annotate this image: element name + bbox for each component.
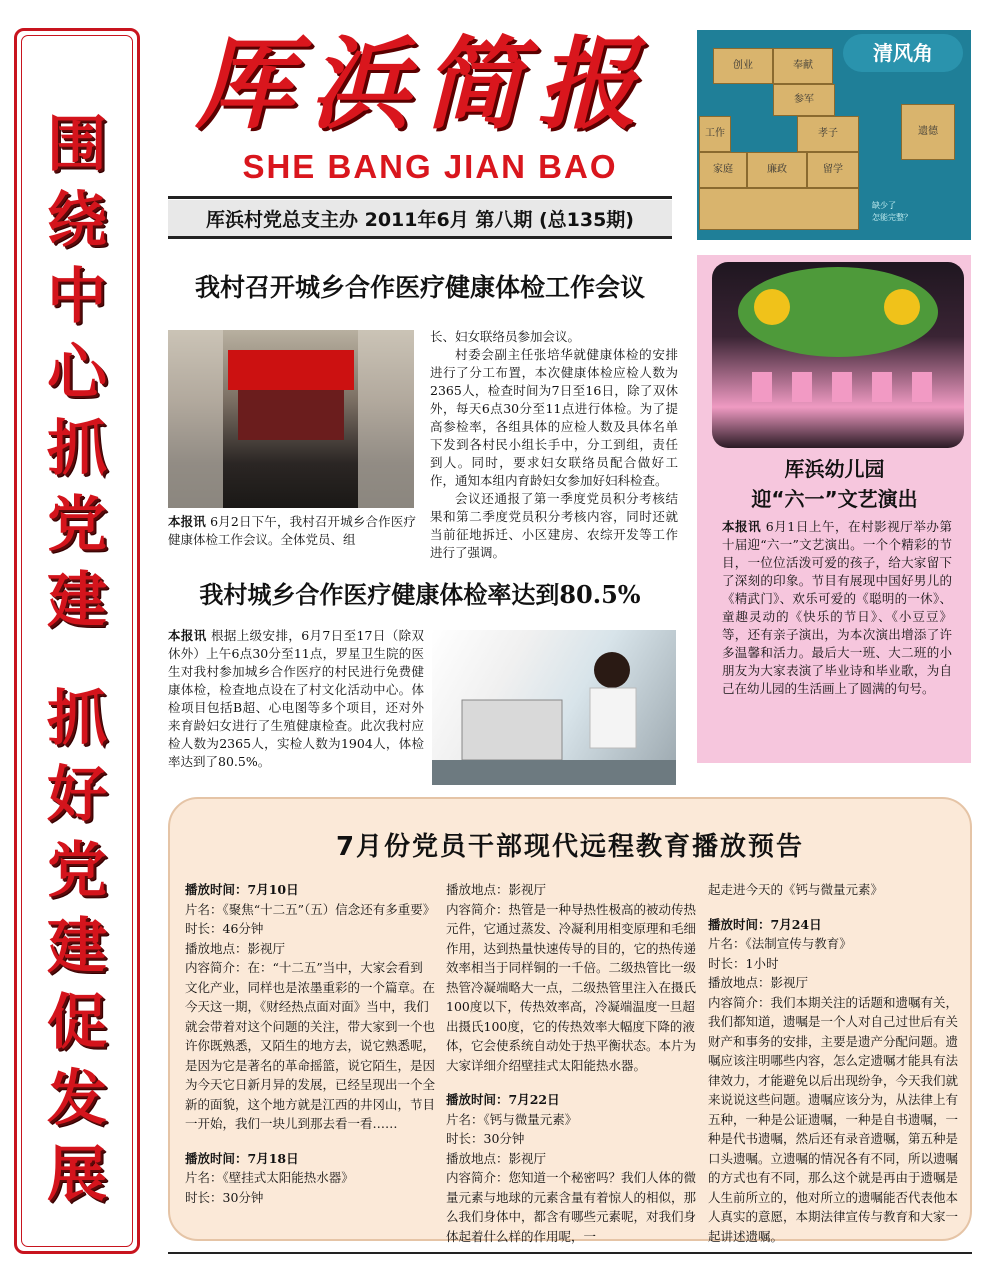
schedule-film: 片名：《聚焦“十二五”（五）信念还有多重要》 (185, 901, 436, 917)
article2-kicker: 本报讯 (168, 628, 207, 643)
article1-continued: 长、妇女联络员参加会议。 (430, 329, 581, 344)
ultrasound-machine-shape (462, 700, 562, 760)
ad-caption-line: 缺少了 (872, 201, 896, 210)
masthead-title: 厍浜简报 (195, 25, 651, 143)
slogan-char: 建 (47, 912, 107, 982)
schedule-intro: 内容简介：我们本期关注的话题和遗嘱有关，我们都知道，遗嘱是一个人对自己过世后有关财产和事务的安排，主要是遗产分配问题。遗嘱应该注明哪些内容，怎么定遗嘱才能具有法律效力，才能避免以后出现纷争，今天我们就来说说这些问题。遗嘱应该分为，从法律上有五种，一种是公证遗嘱，一种是自书遗嘱，一种是代书遗嘱，然后还有录音遗嘱，第五种是口头遗嘱。立遗嘱的情况各有不同，所以遗嘱的方式也有不同，那么这个就是再由于遗嘱是人生前所立的，他对所立的遗嘱能否代表他本人真实的意愿，本期法律宣传与教育和大家一起讲述遗嘱。 (708, 994, 959, 1244)
article2-text: 根据上级安排，6月7日至17日（除双休外）上午6点30分至11点，罗星卫生院的医生对我村参加城乡合作医疗的村民进行免费健康体检，检查地点设在了村文化活动中心。体检项目包括B超、心电图等多个项目，还对外来育龄妇女进行了生殖健康检查。此次我村应检人数为2365人，实检人数为1904人，体检率达到了80.5%。 (168, 628, 424, 769)
stage-banner-shape (228, 350, 354, 390)
dancer-shape (752, 372, 772, 402)
slogan-char: 建 (47, 566, 107, 636)
kindergarten-illustration (712, 262, 964, 448)
floor-shape (432, 760, 676, 785)
dancer-shape (832, 372, 852, 402)
article1-paragraph: 村委会副主任张培华就健康体检的安排进行了分工布置，本次健康体检应检人数为2365人，检查时间为7日至16日，除了双休外，每天6点30分至11点进行体检。为了提高参检率，各组具体的应检人数及具体名单下发到各村民小组长手中，分工到组，责任到人。同时，要求妇女联络员配合做好工作，通知本组内育龄妇女参加好妇科检查。 (430, 347, 678, 488)
schedule-time: 播放时间：7月10日 (185, 882, 299, 897)
schedule-duration: 时长：1小时 (708, 955, 779, 971)
puzzle-piece: 孝子 (797, 116, 859, 152)
schedule-place: 播放地点：影视厅 (446, 1150, 547, 1166)
slogan-char: 抓 (47, 414, 107, 484)
schedule-duration: 时长：30分钟 (185, 1189, 264, 1205)
puzzle-piece: 创业 (713, 48, 773, 84)
article1-lead-text: 6月2日下午，我村召开城乡合作医疗健康体检工作会议。全体党员、组 (168, 514, 416, 547)
ad-caption-line: 怎能完整？ (872, 213, 912, 222)
dancer-shape (912, 372, 932, 402)
masthead-divider (168, 196, 672, 199)
puzzle-gap (727, 84, 773, 116)
schedule-film: 片名：《壁挂式太阳能热水器》 (185, 1170, 354, 1185)
schedule-intro: 内容简介：热管是一种导热性极高的被动传热元件，它通过蒸发、冷凝利用相变原理和毛细作用，达到热量快速传导的目的，它的热传递效率相当于同样铜的一千倍。二级热管比一级热管冷凝端略大一点，二级热管里注入在摄氏100度以下，传热效率高，冷凝端温度一旦超出摄氏100度，它的传热效率大幅度下降的液体，它会使系统自动处于热平衡状态。本片为大家详细介绍壁挂式太阳能热水器。 (446, 901, 697, 1073)
article2-body (168, 627, 424, 771)
slogan-char: 促 (47, 988, 107, 1058)
puzzle-piece: 奉献 (773, 48, 833, 84)
article1-body (430, 328, 678, 562)
masthead-pinyin: SHE BANG JIAN BAO (242, 148, 618, 185)
schedule-duration: 时长：46分钟 (185, 921, 264, 936)
issue-info: 厍浜村党总支主办 2011年6月 第八期 (总135期) (206, 209, 634, 231)
slogan-lower (17, 681, 137, 1213)
article1-headline: 我村召开城乡合作医疗健康体检工作会议 (194, 273, 645, 302)
dancer-shape (792, 372, 812, 402)
schedule-column-2 (446, 880, 696, 1246)
schedule-time: 播放时间：7月18日 (185, 1150, 299, 1166)
slogan-char: 抓 (47, 684, 107, 754)
slogan-char: 好 (47, 760, 107, 830)
slogan-char: 党 (47, 836, 107, 906)
doctor-head-shape (594, 652, 630, 688)
flower-shape (884, 289, 920, 325)
ad-tag: 清风角 (843, 34, 963, 72)
slogan-char: 发 (47, 1064, 107, 1134)
doctor-coat-shape (590, 688, 636, 748)
schedule-film: 片名：《法制宣传与教育》 (708, 936, 852, 951)
slogan-char: 中 (47, 262, 107, 332)
slogan-char: 党 (47, 490, 107, 560)
schedule-column-1 (185, 880, 435, 1207)
slogan-char: 展 (47, 1140, 107, 1210)
puzzle-piece: 工作 (699, 116, 731, 152)
schedule-time: 播放时间：7月24日 (708, 916, 822, 932)
kindergarten-photo (712, 262, 964, 448)
schedule-intro: 内容简介：在：“十二五”当中，大家会看到文化产业，同样也是浓墨重彩的一个篇章。在今天这一期，《财经热点面对面》当中，我们就会带着对这个问题的关注，带大家到一个也许你既熟悉，又陌生的地方去，说它熟悉呢，是因为它是著名的革命摇篮，说它陌生，是因为今天它日新月异的发展，已经呈现出一个全新的面貌，这个地方就是江西的井冈山，节目一开始，我们一块儿到那去看一看…… (185, 960, 436, 1131)
flower-shape (754, 289, 790, 325)
schedule-column-3 (708, 880, 960, 1246)
stage-curtain-shape (238, 390, 344, 440)
schedule-time: 播放时间：7月22日 (446, 1092, 560, 1107)
health-check-illustration (432, 630, 676, 785)
meeting-photo-illustration (168, 330, 414, 508)
article3-body (722, 518, 952, 698)
schedule-gap (185, 1134, 435, 1149)
article3-title-line: 迎“六一”文艺演出 (751, 487, 918, 511)
schedule-duration: 时长：30分钟 (446, 1131, 525, 1146)
slogan-upper (17, 107, 137, 639)
meeting-photo (168, 330, 414, 508)
article3-headline (712, 454, 957, 514)
schedule-intro: 内容简介：您知道一个秘密吗？我们人体的微量元素与地球的元素含量有着惊人的相似，那么我们身体中，都含有哪些元素呢，对我们身体起着什么样的作用呢，一 (446, 1170, 697, 1244)
dancer-shape (872, 372, 892, 402)
puzzle-piece: 留学 (807, 152, 859, 188)
article1-kicker: 本报讯 (168, 514, 206, 529)
schedule-gap (708, 900, 960, 915)
slogan-char: 绕 (47, 186, 107, 256)
slogan-char: 心 (47, 338, 107, 408)
article3-text: 6月1日上午，在村影视厅举办第十届迎“六一”文艺演出。一个个精彩的节目，一位位活泼可爱的孩子，给大家留下了深刻的印象。节目有展现中国好男儿的《精武门》、欢乐可爱的《聪明的一休》、童趣灵动的《快乐的节日》、《小豆豆》等，还有亲子演出，为本次演出增添了许多温馨和活力。最后大一班、大二班的小朋友为大家表演了毕业诗和毕业歌，为自己在幼儿园的生活画上了圆满的句号。 (722, 519, 952, 696)
schedule-place: 播放地点：影视厅 (708, 975, 809, 990)
schedule-title: 7月份党员干部现代远程教育播放预告 (335, 832, 805, 862)
article3-kicker: 本报讯 (722, 519, 762, 534)
schedule-gap (446, 1075, 696, 1090)
slogan-char: 围 (47, 110, 107, 180)
health-check-photo (432, 630, 676, 785)
article2-headline: 我村城乡合作医疗健康体检率达到80.5% (199, 580, 641, 609)
bottom-rule (168, 1252, 972, 1254)
wall-left-shape (168, 330, 223, 508)
wall-right-shape (358, 330, 414, 508)
puzzle-piece-missing: 遗德 (901, 104, 955, 160)
puzzle-piece: 参军 (773, 84, 835, 116)
schedule-place: 播放地点：影视厅 (446, 882, 547, 897)
schedule-film: 片名：《钙与微量元素》 (446, 1111, 578, 1127)
article1-lead (168, 513, 416, 549)
puzzle-piece: 家庭 (699, 152, 747, 188)
puzzle-board (699, 188, 859, 230)
schedule-intro-continued: 起走进今天的《钙与微量元素》 (708, 882, 884, 897)
schedule-place: 播放地点：影视厅 (185, 940, 286, 956)
ad-caption (872, 200, 972, 224)
puzzle-piece: 廉政 (747, 152, 807, 188)
article3-title-line: 厍浜幼儿园 (784, 457, 885, 481)
slogan-banner (14, 28, 140, 1254)
article1-paragraph: 会议还通报了第一季度党员积分考核结果和第二季度党员积分考核内容，同时还就当前征地拆迁、小区建房、农综开发等工作进行了强调。 (430, 491, 678, 560)
